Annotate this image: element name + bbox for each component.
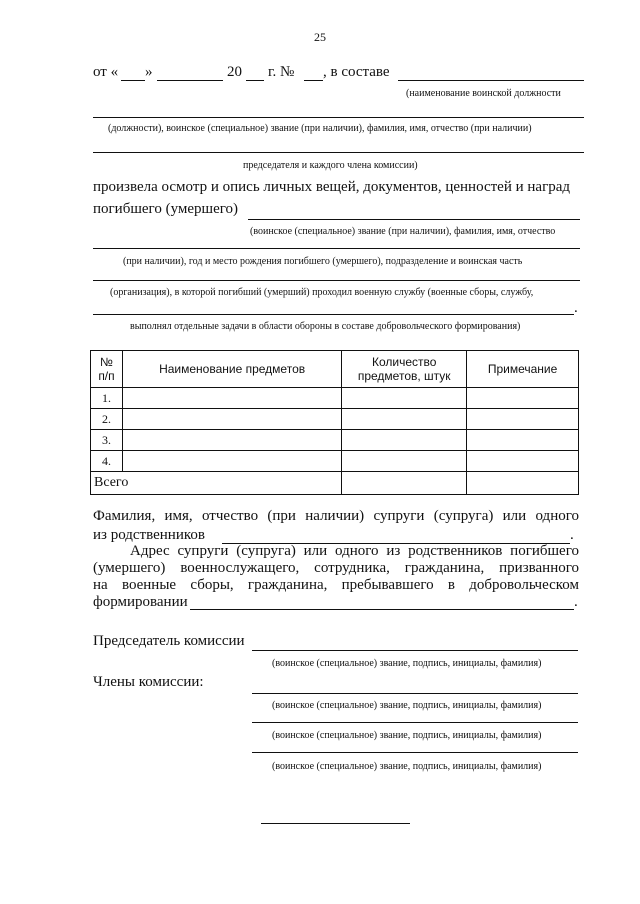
table-row: [91, 388, 579, 409]
total-note-cell[interactable]: [467, 472, 579, 495]
caption-chairman-members: председателя и каждого члена комиссии): [243, 160, 418, 171]
address-text-line1: Адрес супруги (супруга) или одного из родственников погибшего: [130, 543, 579, 559]
member-signature-blank: [252, 722, 578, 723]
total-label: Всего: [91, 472, 342, 495]
caption-signature: (воинское (специальное) звание, подпись, инициалы, фамилия): [272, 658, 542, 669]
items-table: [90, 350, 579, 495]
chairman-members-blank: [93, 152, 584, 153]
inspection-text-line1: произвела осмотр и опись личных вещей, документов, ценностей и наград: [93, 179, 571, 195]
composition-blank: [398, 80, 584, 81]
caption-signature: (воинское (специальное) звание, подпись, инициалы, фамилия): [272, 730, 542, 741]
row-num: 1.: [91, 388, 123, 409]
table-row: [91, 451, 579, 472]
row-name-cell[interactable]: [122, 451, 341, 472]
row-num: 2.: [91, 409, 123, 430]
month-blank: [157, 80, 223, 81]
address-blank: [190, 609, 574, 610]
header-name: Наименование предметов: [122, 351, 341, 388]
unit-blank: [93, 280, 580, 281]
caption-deceased-rank: (воинское (специальное) звание (при наличии), фамилия, имя, отчество: [250, 226, 556, 237]
row-note-cell[interactable]: [467, 451, 579, 472]
header-qty: Количество предметов, штук: [342, 351, 467, 388]
number-blank: [304, 80, 323, 81]
period-mark: .: [570, 527, 574, 543]
row-qty-cell[interactable]: [342, 409, 467, 430]
row-name-cell[interactable]: [122, 409, 341, 430]
header-quote-close: »: [145, 64, 153, 80]
inspection-text-line2: погибшего (умершего): [93, 201, 239, 217]
row-qty-cell[interactable]: [342, 388, 467, 409]
position-blank: [93, 117, 584, 118]
chairman-signature-blank: [252, 650, 578, 651]
caption-birth: (при наличии), год и место рождения погибшего (умершего), подразделение и воинская часть: [123, 256, 523, 267]
deceased-blank: [248, 219, 580, 220]
row-qty-cell[interactable]: [342, 430, 467, 451]
table-header-row: [91, 351, 579, 388]
table-total-row: [91, 472, 579, 495]
row-note-cell[interactable]: [467, 409, 579, 430]
row-name-cell[interactable]: [122, 388, 341, 409]
end-rule: [261, 823, 410, 824]
row-qty-cell[interactable]: [342, 451, 467, 472]
service-blank: [93, 314, 574, 315]
header-num: № п/п: [91, 351, 123, 388]
header-composition: , в составе: [323, 64, 390, 80]
address-text-line3: на военные сборы, гражданина, пребывавшего в добровольческом: [93, 577, 579, 593]
period-mark: .: [574, 300, 578, 316]
caption-signature: (воинское (специальное) звание, подпись, инициалы, фамилия): [272, 700, 542, 711]
page-number: 25: [314, 30, 326, 44]
total-qty-cell[interactable]: [342, 472, 467, 495]
address-text-line2: (умершего) военнослужащего, сотрудника, гражданина, призванного: [93, 560, 579, 576]
header-note: Примечание: [467, 351, 579, 388]
caption-tasks: выполнял отдельные задачи в области обороны в составе добровольческого формирования): [130, 321, 521, 332]
spouse-text-line1: Фамилия, имя, отчество (при наличии) супруги (супруга) или одного: [93, 508, 579, 524]
year-blank: [246, 80, 264, 81]
address-text-line4: формировании: [93, 594, 188, 610]
member-signature-blank: [252, 752, 578, 753]
chairman-label: Председатель комиссии: [93, 633, 245, 649]
birth-blank: [93, 248, 580, 249]
table-row: [91, 430, 579, 451]
table-row: [91, 409, 579, 430]
row-num: 4.: [91, 451, 123, 472]
header-year-suffix: г. №: [268, 64, 295, 80]
spouse-text-line2: из родственников: [93, 527, 205, 543]
header-from: от «: [93, 64, 119, 80]
caption-military-position: (наименование воинской должности: [406, 88, 561, 99]
period-mark: .: [574, 594, 578, 610]
header-year-prefix: 20: [227, 64, 242, 80]
caption-signature: (воинское (специальное) звание, подпись, инициалы, фамилия): [272, 761, 542, 772]
caption-position-rank: (должности), воинское (специальное) звание (при наличии), фамилия, имя, отчество (при наличии): [108, 123, 532, 134]
row-num: 3.: [91, 430, 123, 451]
members-label: Члены комиссии:: [93, 674, 204, 690]
row-note-cell[interactable]: [467, 388, 579, 409]
caption-organization: (организация), в которой погибший (умерший) проходил военную службу (военные сборы, службу,: [110, 287, 534, 298]
member-signature-blank: [252, 693, 578, 694]
day-blank: [121, 80, 145, 81]
row-note-cell[interactable]: [467, 430, 579, 451]
row-name-cell[interactable]: [122, 430, 341, 451]
